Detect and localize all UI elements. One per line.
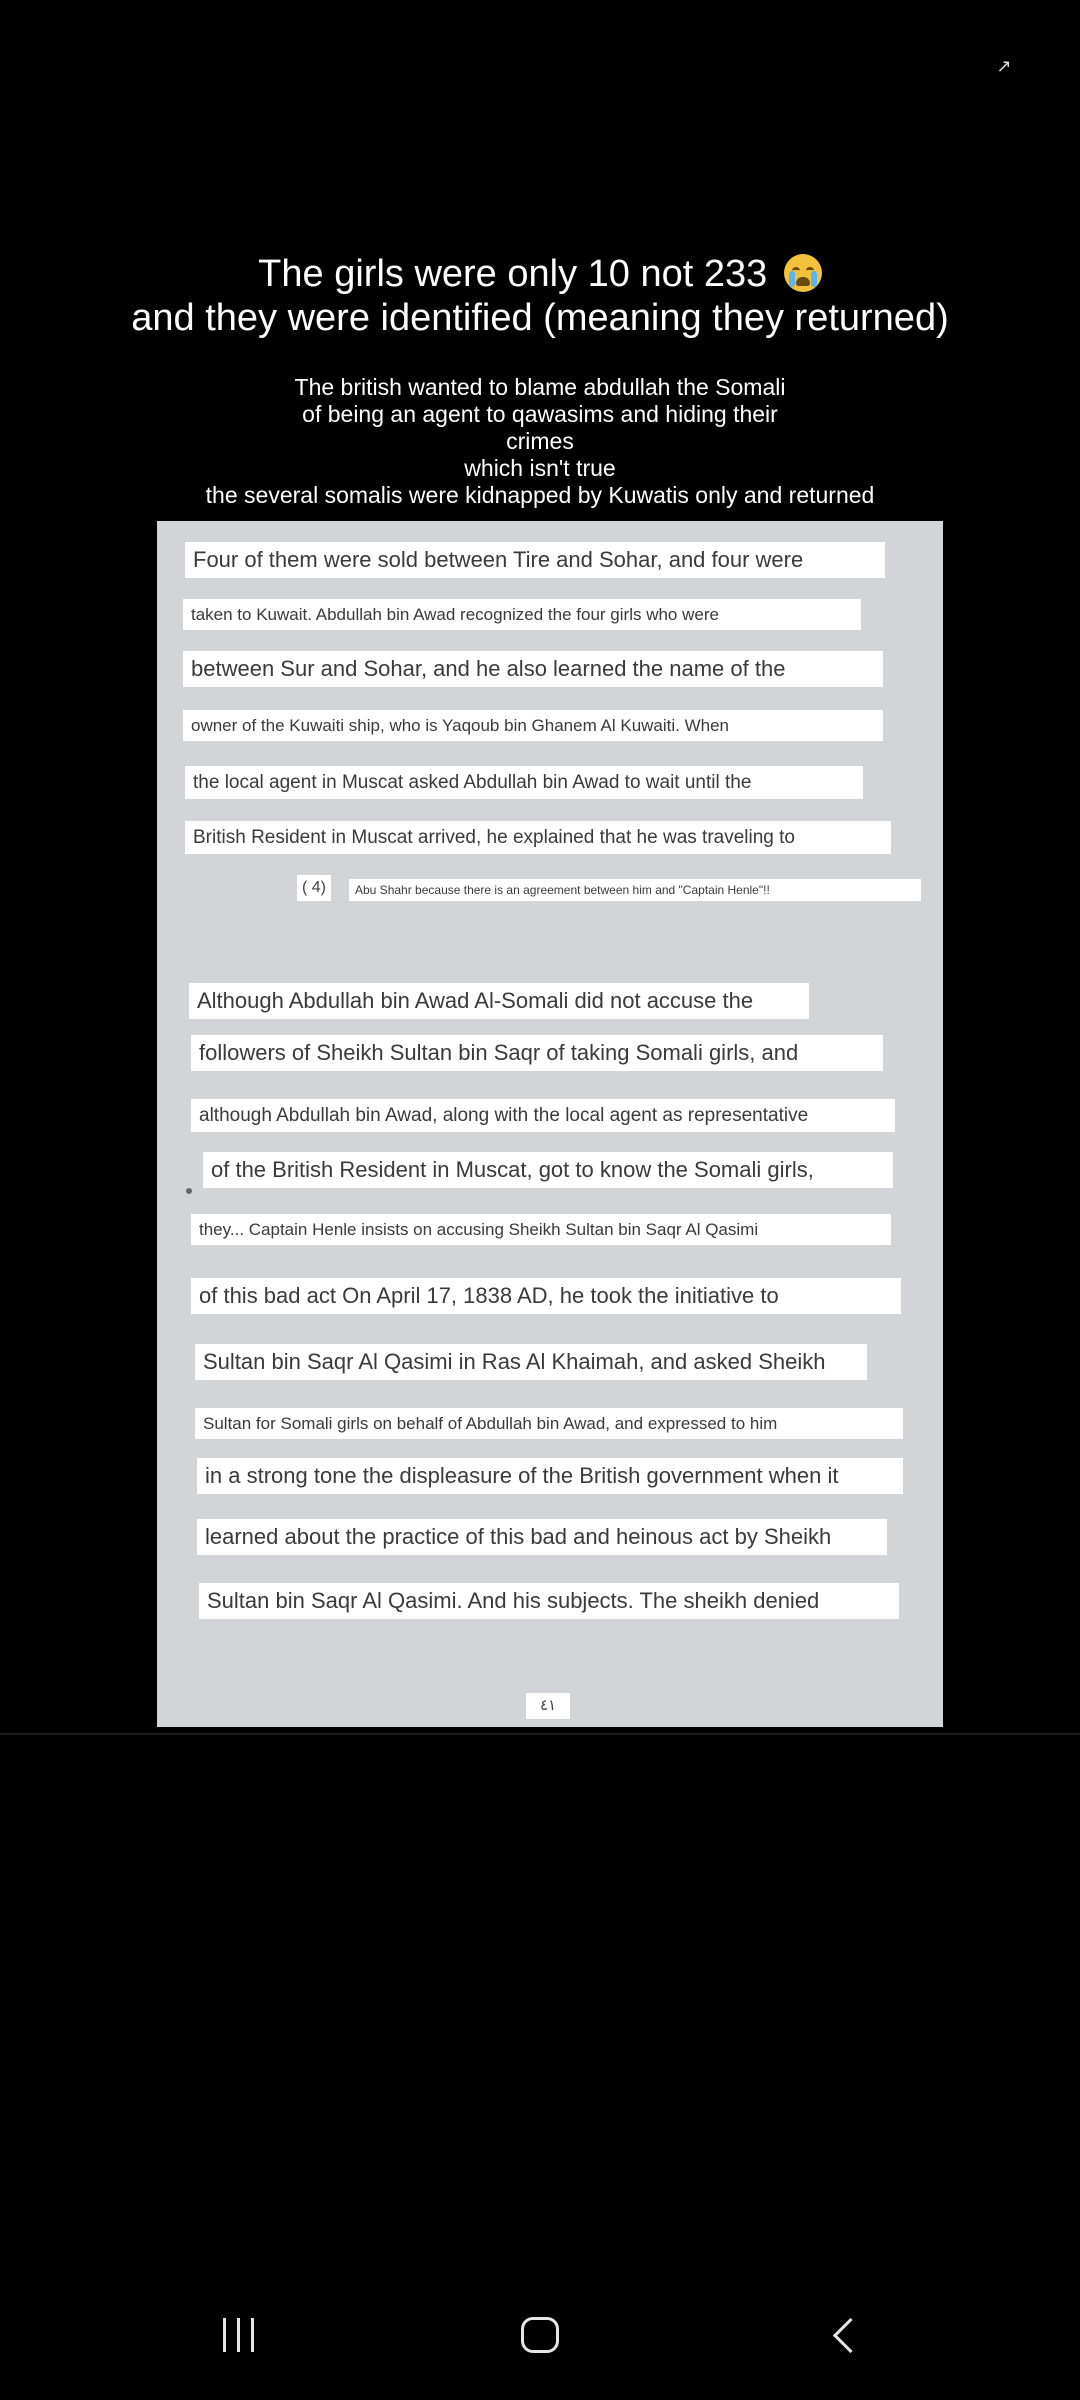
- sub-line: which isn't true: [464, 455, 616, 481]
- home-icon: [521, 2317, 559, 2353]
- headline-line-1: The girls were only 10 not 233: [258, 253, 768, 295]
- back-button[interactable]: [815, 2310, 875, 2360]
- loudly-crying-face-icon: [784, 254, 822, 292]
- signal-arrow-icon: ↗: [996, 56, 1012, 76]
- doc-line: Sultan bin Saqr Al Qasimi in Ras Al Khaimah, and asked Sheikh: [195, 1344, 867, 1380]
- doc-line: of this bad act On April 17, 1838 AD, he took the initiative to: [191, 1278, 901, 1314]
- sub-line: crimes: [506, 428, 574, 454]
- home-button[interactable]: [510, 2310, 570, 2360]
- doc-line: the local agent in Muscat asked Abdullah bin Awad to wait until the: [185, 766, 863, 799]
- doc-line: British Resident in Muscat arrived, he explained that he was traveling to: [185, 821, 891, 854]
- doc-line: taken to Kuwait. Abdullah bin Awad recognized the four girls who were: [183, 599, 861, 630]
- doc-line: Four of them were sold between Tire and Sohar, and four were: [185, 542, 885, 578]
- doc-line: although Abdullah bin Awad, along with the local agent as representative: [191, 1099, 895, 1132]
- doc-line: learned about the practice of this bad and heinous act by Sheikh: [197, 1519, 887, 1555]
- doc-line: of the British Resident in Muscat, got to know the Somali girls,: [203, 1152, 893, 1188]
- caption-headline: [0, 252, 1080, 340]
- recent-apps-icon: [223, 2318, 254, 2352]
- page-number: ٤١: [526, 1693, 570, 1719]
- sub-line: of being an agent to qawasims and hiding their: [302, 401, 778, 427]
- headline-line-2: and they were identified (meaning they returned): [131, 297, 949, 339]
- sub-line: the several somalis were kidnapped by Kuwatis only and returned: [205, 482, 875, 508]
- viewer-divider: [0, 1733, 1080, 1735]
- bullet-dot: [186, 1188, 192, 1194]
- back-icon: [832, 2317, 867, 2352]
- doc-line: Sultan for Somali girls on behalf of Abdullah bin Awad, and expressed to him: [195, 1408, 903, 1439]
- navigation-bar: [0, 2290, 1080, 2380]
- doc-line: between Sur and Sohar, and he also learned the name of the: [183, 651, 883, 687]
- document-image: [157, 521, 943, 1727]
- recent-apps-button[interactable]: [208, 2310, 268, 2360]
- doc-line: Sultan bin Saqr Al Qasimi. And his subjects. The sheikh denied: [199, 1583, 899, 1619]
- doc-line: followers of Sheikh Sultan bin Saqr of taking Somali girls, and: [191, 1035, 883, 1071]
- doc-line: owner of the Kuwaiti ship, who is Yaqoub bin Ghanem Al Kuwaiti. When: [183, 710, 883, 741]
- footnote-marker: ( 4): [297, 875, 331, 901]
- doc-line: Although Abdullah bin Awad Al-Somali did not accuse the: [189, 983, 809, 1019]
- doc-line: in a strong tone the displeasure of the British government when it: [197, 1458, 903, 1494]
- sub-line: The british wanted to blame abdullah the Somali: [294, 374, 786, 400]
- doc-line: they... Captain Henle insists on accusing Sheikh Sultan bin Saqr Al Qasimi: [191, 1214, 891, 1245]
- caption-subtext: [0, 374, 1080, 509]
- doc-footnote-line: Abu Shahr because there is an agreement between him and "Captain Henle"!!: [349, 879, 921, 901]
